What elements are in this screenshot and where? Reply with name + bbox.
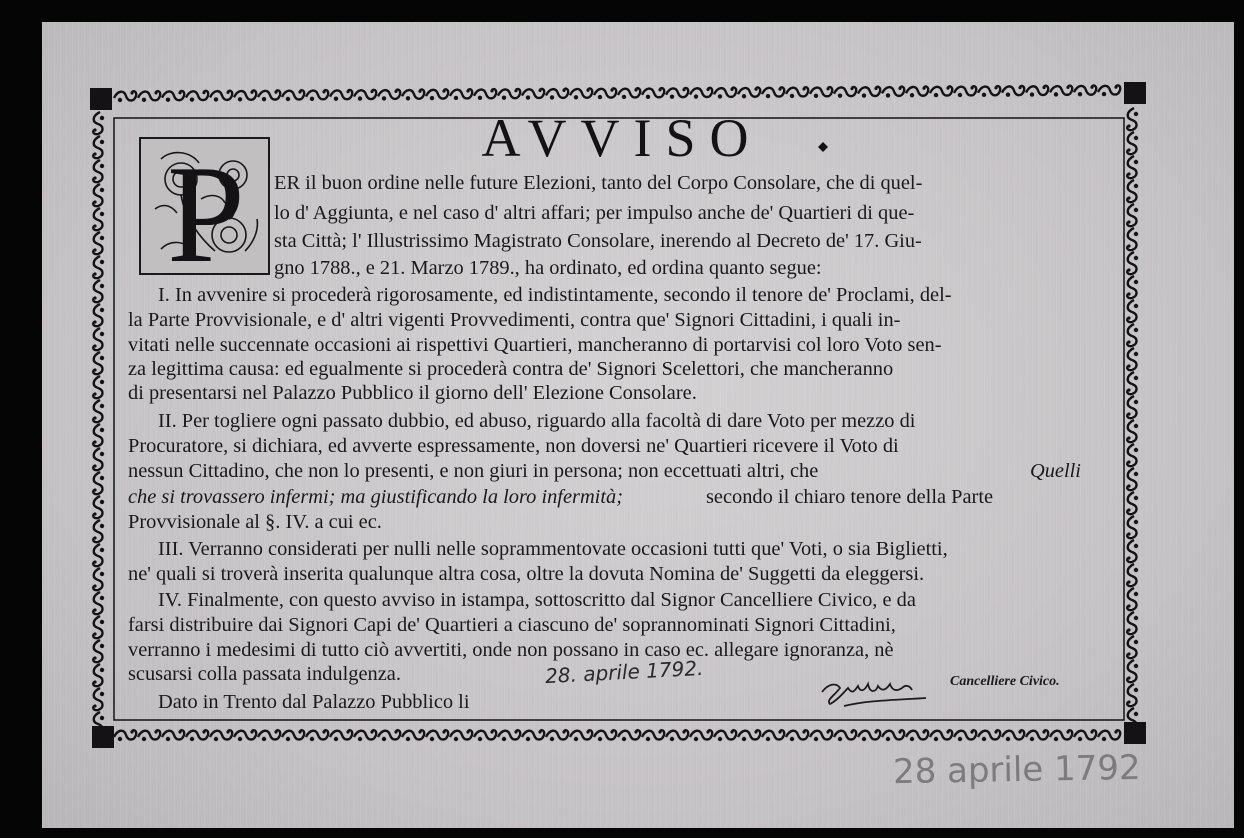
border-ornament-icon — [1098, 730, 1120, 741]
handwritten-date: 28. aprile 1792. — [544, 655, 704, 689]
border-ornament-icon — [1127, 228, 1138, 250]
border-ornament-icon — [738, 730, 760, 741]
border-ornament-icon — [402, 730, 424, 741]
body-line: verranno i medesimi di tutto ciò avvertiti, onde non possano in caso ec. allegare ignoranza, nè — [128, 639, 894, 661]
border-ornament-icon — [714, 88, 736, 99]
border-ornament-icon — [594, 730, 616, 741]
border-ornament-icon — [450, 730, 472, 741]
border-ornament-icon — [1127, 444, 1138, 466]
border-ornament-icon — [93, 592, 104, 614]
border-ornament-icon — [1127, 276, 1138, 298]
border-ornament-icon — [714, 730, 736, 741]
border-ornament-icon — [210, 91, 232, 102]
border-ornament-icon — [1127, 516, 1138, 538]
border-ornament-icon — [426, 89, 448, 100]
border-ornament-icon — [1050, 730, 1072, 741]
border-ornament-icon — [1127, 636, 1138, 658]
body-line: nessun Cittadino, che non lo presenti, e non giuri in persona; non eccettuati altri, che — [128, 460, 819, 482]
border-ornament-icon — [1127, 492, 1138, 514]
border-ornament-icon — [954, 730, 976, 741]
border-ornament-icon — [810, 87, 832, 98]
decorated-initial — [139, 137, 270, 275]
border-ornament-icon — [690, 88, 712, 99]
border-ornament-icon — [1127, 468, 1138, 490]
body-line: gno 1788., e 21. Marzo 1789., ha ordinato, ed ordina quanto segue: — [274, 257, 822, 279]
border-ornament-icon — [642, 730, 664, 741]
border-ornament-icon — [858, 87, 880, 98]
border-ornament-icon — [93, 664, 104, 686]
border-ornament-icon — [1127, 612, 1138, 634]
border-ornament-icon — [93, 256, 104, 278]
body-line: IV. Finalmente, con questo avviso in istampa, sottoscritto dal Signor Cancelliere Civico, e da — [158, 589, 916, 611]
border-ornament-icon — [93, 616, 104, 638]
border-ornament-icon — [858, 730, 880, 741]
border-ornament-icon — [1127, 348, 1138, 370]
border-ornament-icon — [930, 730, 952, 741]
border-ornament-icon — [234, 730, 256, 741]
border-ornament-icon — [906, 730, 928, 741]
body-line: scusarsi colla passata indulgenza. — [128, 663, 401, 685]
border-ornament-icon — [1098, 85, 1120, 96]
border-ornament-icon — [666, 88, 688, 99]
body-line: ne' quali si troverà inserita qualunque altra cosa, oltre la dovuta Nomina de' Suggetti da eleggersi. — [128, 563, 925, 585]
border-ornament-icon — [978, 86, 1000, 97]
border-ornament-icon — [666, 730, 688, 741]
border-ornament-icon — [906, 86, 928, 97]
border-ornament-icon — [138, 91, 160, 102]
border-ornament-icon — [522, 730, 544, 741]
border-ornament-icon — [1074, 730, 1096, 741]
body-line: lo d' Aggiunta, e nel caso d' altri affari; per impulso anche de' Quartieri di que- — [274, 202, 915, 224]
border-ornament-icon — [378, 730, 400, 741]
body-line: Procuratore, si dichiara, ed avverte espressamente, non doversi ne' Quartieri ricevere il Voto di — [128, 435, 899, 457]
border-ornament-icon — [1127, 324, 1138, 346]
border-ornament-icon — [306, 90, 328, 101]
border-ornament-icon — [258, 90, 280, 101]
border-ornament-icon — [93, 448, 104, 470]
pencil-annotation: 28 aprile 1792 — [892, 747, 1141, 793]
border-ornament-icon — [1127, 684, 1138, 706]
border-ornament-icon — [570, 730, 592, 741]
border-ornament-icon — [1127, 660, 1138, 682]
border-ornament-icon — [306, 730, 328, 741]
border-ornament-icon — [1127, 564, 1138, 586]
border-ornament-icon — [834, 87, 856, 98]
border-ornament-icon — [450, 89, 472, 100]
border-ornament-icon — [690, 730, 712, 741]
border-ornament-icon — [1127, 252, 1138, 274]
body-line: la Parte Provvisionale, e d' altri vigenti Provvedimenti, contra que' Signori Cittadini, i quali in- — [128, 309, 901, 331]
border-ornament-icon — [93, 376, 104, 398]
border-ornament-icon — [1127, 420, 1138, 442]
border-ornament-icon — [882, 87, 904, 98]
border-ornament-icon — [474, 730, 496, 741]
body-line: za legittima causa: ed egualmente si procederà contra de' Signori Scelettori, che mancheranno — [128, 358, 894, 380]
border-ornament-icon — [762, 730, 784, 741]
border-ornament-icon — [93, 304, 104, 326]
border-ornament-icon — [114, 91, 136, 102]
body-line: III. Verranno considerati per nulli nelle soprammentovate occasioni tutti que' Voti, o sia Biglietti, — [158, 538, 948, 560]
border-ornament-icon — [882, 730, 904, 741]
signature-icon — [818, 670, 938, 710]
border-ornament-icon — [354, 90, 376, 101]
body-line-italic: che si trovassero infermi; ma giustificando la loro infermità; — [128, 486, 623, 508]
border-ornament-icon — [93, 184, 104, 206]
border-ornament-icon — [426, 730, 448, 741]
border-ornament-icon — [810, 730, 832, 741]
border-ornament-icon — [93, 472, 104, 494]
border-ornament-icon — [642, 88, 664, 99]
border-ornament-icon — [1127, 372, 1138, 394]
border-ornament-icon — [1026, 730, 1048, 741]
border-ornament-icon — [762, 87, 784, 98]
border-ornament-icon — [93, 688, 104, 710]
border-ornament-icon — [1127, 180, 1138, 202]
body-line: farsi distribuire dai Signori Capi de' Quartieri a ciascuno de' soprannominati Signori Cittadini, — [128, 614, 896, 636]
border-ornament-icon — [1026, 86, 1048, 97]
border-ornament-icon — [1127, 396, 1138, 418]
border-ornament-icon — [1127, 588, 1138, 610]
border-ornament-icon — [930, 86, 952, 97]
border-ornament-icon — [498, 730, 520, 741]
border-ornament-icon — [93, 568, 104, 590]
body-line: sta Città; l' Illustrissimo Magistrato Consolare, inerendo al Decreto de' 17. Giu- — [274, 230, 922, 252]
signature-title: Cancelliere Civico. — [950, 674, 1060, 689]
border-ornament-icon — [1002, 730, 1024, 741]
border-ornament-icon — [354, 730, 376, 741]
border-ornament-icon — [330, 730, 352, 741]
body-line: II. Per togliere ogni passato dubbio, ed abuso, riguardo alla facoltà di dare Voto per mezzo di — [158, 410, 916, 432]
border-ornament-icon — [594, 88, 616, 99]
border-ornament-icon — [114, 730, 136, 741]
border-ornament-icon — [93, 424, 104, 446]
dated-line: Dato in Trento dal Palazzo Pubblico li — [158, 691, 470, 713]
border-ornament-icon — [402, 89, 424, 100]
border-ornament-icon — [186, 91, 208, 102]
body-line: di presentarsi nel Palazzo Pubblico il giorno dell' Elezione Consolare. — [128, 382, 697, 404]
border-ornament-icon — [1002, 86, 1024, 97]
border-ornament-icon — [546, 89, 568, 100]
border-ornament-icon — [618, 88, 640, 99]
border-ornament-icon — [1050, 86, 1072, 97]
border-ornament-icon — [786, 87, 808, 98]
border-ornament-icon — [1127, 300, 1138, 322]
border-ornament-icon — [474, 89, 496, 100]
border-ornament-icon — [618, 730, 640, 741]
border-ornament-icon — [93, 544, 104, 566]
initial-letter-text: P — [167, 139, 245, 273]
border-ornament-icon — [93, 496, 104, 518]
border-ornament-icon — [1127, 204, 1138, 226]
border-ornament-icon — [93, 520, 104, 542]
border-ornament-icon — [93, 232, 104, 254]
border-ornament-icon — [138, 730, 160, 741]
border-ornament-icon — [1074, 85, 1096, 96]
border-ornament-icon — [93, 400, 104, 422]
floral-initial-icon — [141, 139, 268, 273]
border-ornament-icon — [330, 90, 352, 101]
border-ornament-icon — [498, 89, 520, 100]
border-ornament-icon — [282, 90, 304, 101]
border-ornament-icon — [786, 730, 808, 741]
border-ornament-icon — [162, 91, 184, 102]
body-line-italic: Quelli — [1030, 460, 1081, 482]
border-ornament-icon — [93, 280, 104, 302]
border-ornament-icon — [162, 730, 184, 741]
border-ornament-icon — [570, 88, 592, 99]
border-ornament-icon — [93, 328, 104, 350]
body-line: secondo il chiaro tenore della Parte — [706, 486, 994, 508]
border-ornament-icon — [93, 352, 104, 374]
border-ornament-icon — [546, 730, 568, 741]
border-ornament-icon — [234, 90, 256, 101]
border-ornament-icon — [282, 730, 304, 741]
body-line: I. In avvenire si procederà rigorosamente, ed indistintamente, secondo il tenore de' Proclami, del- — [158, 284, 952, 306]
border-ornament-icon — [738, 87, 760, 98]
border-ornament-icon — [1127, 540, 1138, 562]
body-line: ER il buon ordine nelle future Elezioni, tanto del Corpo Consolare, che di quel- — [274, 172, 923, 194]
border-ornament-icon — [186, 730, 208, 741]
border-ornament-icon — [93, 640, 104, 662]
body-line: Provvisionale al §. IV. a cui ec. — [128, 511, 382, 533]
border-ornament-icon — [954, 86, 976, 97]
border-ornament-icon — [378, 90, 400, 101]
border-ornament-icon — [522, 89, 544, 100]
border-ornament-icon — [978, 730, 1000, 741]
border-ornament-icon — [258, 730, 280, 741]
title-ornament-icon — [818, 142, 828, 152]
border-ornament-icon — [834, 730, 856, 741]
body-line: vitati nelle succennate occasioni ai rispettivi Quartieri, mancheranno di portarvisi col loro Voto sen- — [128, 334, 942, 356]
border-ornament-icon — [93, 208, 104, 230]
border-ornament-icon — [210, 730, 232, 741]
document-title: AVVISO — [481, 108, 763, 168]
